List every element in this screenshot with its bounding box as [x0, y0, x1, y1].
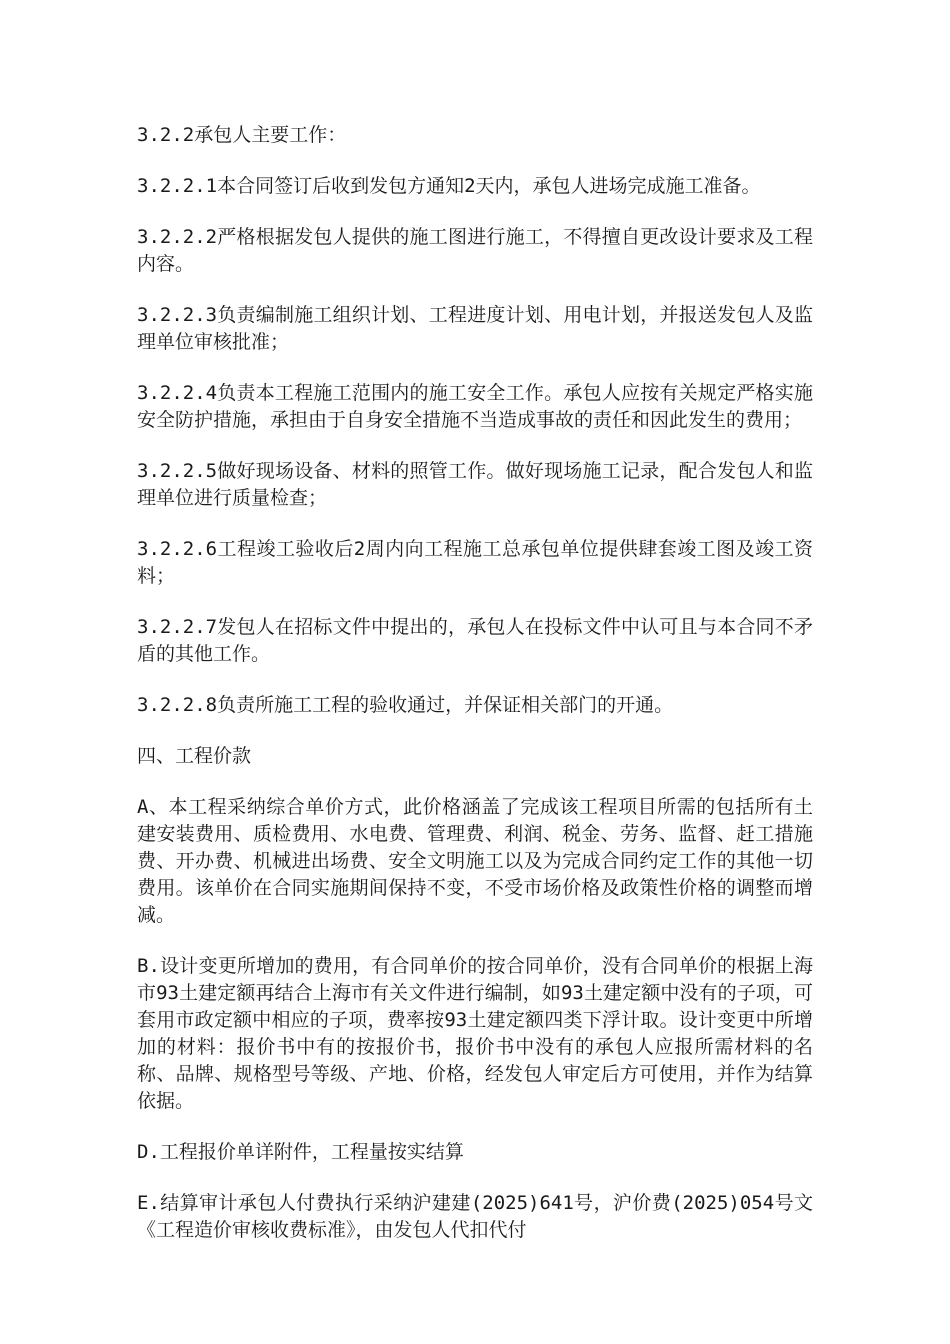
clause-a-unit-price: A、本工程采纳综合单价方式，此价格涵盖了完成该工程项目所需的包括所有土建安装费用、质检费用、水电费、管理费、利润、税金、劳务、监督、赶工措施费、开办费、机械进出场费、安全文明施工以及为完成合同约定工作的其他一切费用。该单价在合同实施期间保持不变，不受市场价格及政策性价格的调整而增减。: [137, 796, 813, 926]
clause-b-design-change: B.设计变更所增加的费用，有合同单价的按合同单价，没有合同单价的根据上海市93土建定额再结合上海市有关文件进行编制，如93土建定额中没有的子项，可套用市政定额中相应的子项，费率按93土建定额四类下浮计取。设计变更中所增加的材料：报价书中有的按报价书，报价书中没有的承包人应报所需材料的名称、品牌、规格型号等级、产地、价格，经发包人审定后方可使用，并作为结算依据。: [137, 955, 813, 1112]
section-heading-project-price: 四、工程价款: [137, 745, 252, 767]
clause-3-2-2-8: 3.2.2.8负责所施工工程的验收通过，并保证相关部门的开通。: [137, 694, 674, 716]
document-body: [137, 122, 813, 1268]
clause-d-quotation: D.工程报价单详附件，工程量按实结算: [137, 1141, 464, 1163]
clause-3-2-2-5: 3.2.2.5做好现场设备、材料的照管工作。做好现场施工记录，配合发包人和监理单位进行质量检查；: [137, 460, 813, 509]
clause-e-settlement-audit: E.结算审计承包人付费执行采纳沪建建(2025)641号，沪价费(2025)054号文《工程造价审核收费标准》，由发包人代扣代付: [137, 1192, 813, 1241]
clause-3-2-2-1: 3.2.2.1本合同签订后收到发包方通知2天内，承包人进场完成施工准备。: [137, 175, 761, 197]
clause-3-2-2-6: 3.2.2.6工程竣工验收后2周内向工程施工总承包单位提供肆套竣工图及竣工资料；: [137, 538, 813, 587]
clause-3-2-2-7: 3.2.2.7发包人在招标文件中提出的，承包人在投标文件中认可且与本合同不矛盾的其他工作。: [137, 616, 813, 665]
clause-3-2-2-4: 3.2.2.4负责本工程施工范围内的施工安全工作。承包人应按有关规定严格实施安全防护措施，承担由于自身安全措施不当造成事故的责任和因此发生的费用；: [137, 382, 813, 431]
section-heading-contractor-work: 3.2.2承包人主要工作：: [137, 124, 347, 146]
clause-3-2-2-3: 3.2.2.3负责编制施工组织计划、工程进度计划、用电计划，并报送发包人及监理单位审核批准；: [137, 304, 813, 353]
clause-3-2-2-2: 3.2.2.2严格根据发包人提供的施工图进行施工，不得擅自更改设计要求及工程内容。: [137, 226, 813, 275]
